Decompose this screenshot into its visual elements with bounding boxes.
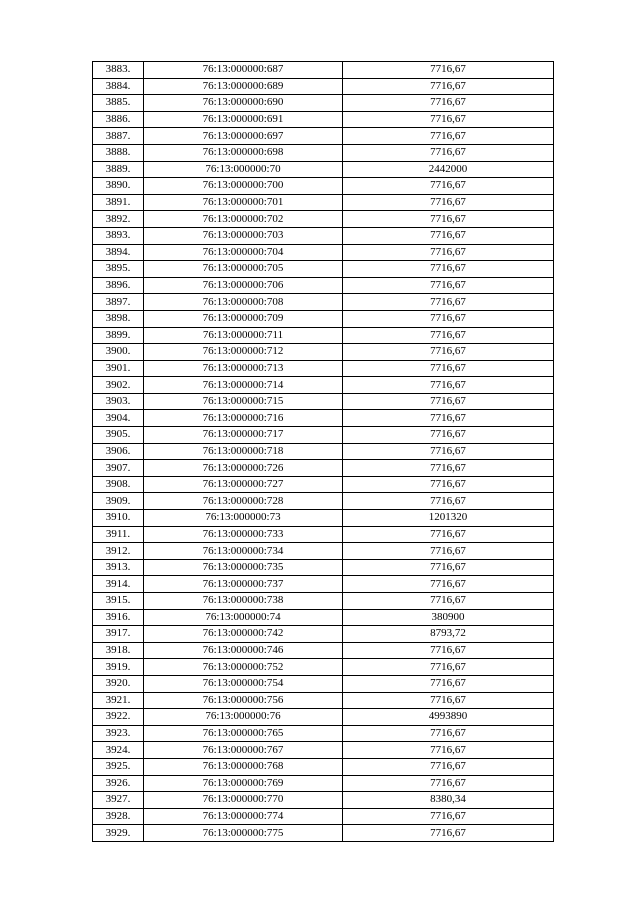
cadastral-number-cell: 76:13:000000:712 <box>144 344 343 361</box>
row-number-cell: 3889. <box>93 161 144 178</box>
cadastral-number-cell: 76:13:000000:717 <box>144 427 343 444</box>
table-row <box>93 825 554 842</box>
cadastral-number-cell: 76:13:000000:691 <box>144 111 343 128</box>
row-number-cell: 3896. <box>93 277 144 294</box>
cadastral-value-cell: 7716,67 <box>343 194 554 211</box>
cadastral-number-cell: 76:13:000000:775 <box>144 825 343 842</box>
cadastral-number-cell: 76:13:000000:765 <box>144 725 343 742</box>
cadastral-value-cell: 2442000 <box>343 161 554 178</box>
table-body <box>93 62 554 842</box>
row-number-cell: 3904. <box>93 410 144 427</box>
cadastral-number-cell: 76:13:000000:689 <box>144 78 343 95</box>
row-number-cell: 3924. <box>93 742 144 759</box>
cadastral-value-cell: 7716,67 <box>343 493 554 510</box>
table-row <box>93 294 554 311</box>
row-number-cell: 3909. <box>93 493 144 510</box>
row-number-cell: 3928. <box>93 808 144 825</box>
table-row <box>93 227 554 244</box>
cadastral-number-cell: 76:13:000000:70 <box>144 161 343 178</box>
cadastral-number-cell: 76:13:000000:698 <box>144 144 343 161</box>
row-number-cell: 3883. <box>93 62 144 79</box>
cadastral-number-cell: 76:13:000000:74 <box>144 609 343 626</box>
cadastral-number-cell: 76:13:000000:774 <box>144 808 343 825</box>
cadastral-value-table <box>92 61 554 842</box>
cadastral-value-cell: 7716,67 <box>343 543 554 560</box>
table-row <box>93 626 554 643</box>
row-number-cell: 3907. <box>93 460 144 477</box>
cadastral-value-cell: 7716,67 <box>343 244 554 261</box>
cadastral-number-cell: 76:13:000000:705 <box>144 261 343 278</box>
cadastral-value-cell: 7716,67 <box>343 410 554 427</box>
row-number-cell: 3903. <box>93 393 144 410</box>
table-row <box>93 543 554 560</box>
cadastral-value-cell: 4993890 <box>343 709 554 726</box>
cadastral-value-cell: 7716,67 <box>343 111 554 128</box>
cadastral-value-cell: 380900 <box>343 609 554 626</box>
row-number-cell: 3917. <box>93 626 144 643</box>
row-number-cell: 3898. <box>93 310 144 327</box>
table-row <box>93 78 554 95</box>
row-number-cell: 3884. <box>93 78 144 95</box>
cadastral-number-cell: 76:13:000000:769 <box>144 775 343 792</box>
row-number-cell: 3910. <box>93 510 144 527</box>
cadastral-value-cell: 7716,67 <box>343 294 554 311</box>
table-row <box>93 675 554 692</box>
table-row <box>93 510 554 527</box>
cadastral-number-cell: 76:13:000000:768 <box>144 758 343 775</box>
table-row <box>93 161 554 178</box>
row-number-cell: 3915. <box>93 593 144 610</box>
table-row <box>93 360 554 377</box>
table-row <box>93 178 554 195</box>
cadastral-number-cell: 76:13:000000:733 <box>144 526 343 543</box>
cadastral-number-cell: 76:13:000000:754 <box>144 675 343 692</box>
cadastral-value-cell: 7716,67 <box>343 593 554 610</box>
table-row <box>93 194 554 211</box>
table-row <box>93 410 554 427</box>
cadastral-number-cell: 76:13:000000:706 <box>144 277 343 294</box>
cadastral-number-cell: 76:13:000000:728 <box>144 493 343 510</box>
row-number-cell: 3911. <box>93 526 144 543</box>
row-number-cell: 3929. <box>93 825 144 842</box>
cadastral-number-cell: 76:13:000000:770 <box>144 792 343 809</box>
cadastral-number-cell: 76:13:000000:746 <box>144 642 343 659</box>
cadastral-value-cell: 7716,67 <box>343 576 554 593</box>
cadastral-value-cell: 7716,67 <box>343 659 554 676</box>
table-row <box>93 692 554 709</box>
row-number-cell: 3919. <box>93 659 144 676</box>
cadastral-value-cell: 7716,67 <box>343 742 554 759</box>
row-number-cell: 3887. <box>93 128 144 145</box>
table-row <box>93 443 554 460</box>
cadastral-number-cell: 76:13:000000:716 <box>144 410 343 427</box>
cadastral-value-cell: 7716,67 <box>343 427 554 444</box>
table-row <box>93 377 554 394</box>
cadastral-number-cell: 76:13:000000:752 <box>144 659 343 676</box>
row-number-cell: 3888. <box>93 144 144 161</box>
table-row <box>93 493 554 510</box>
row-number-cell: 3890. <box>93 178 144 195</box>
row-number-cell: 3894. <box>93 244 144 261</box>
cadastral-value-cell: 8380,34 <box>343 792 554 809</box>
cadastral-number-cell: 76:13:000000:727 <box>144 476 343 493</box>
table-row <box>93 95 554 112</box>
table-row <box>93 476 554 493</box>
cadastral-value-cell: 7716,67 <box>343 327 554 344</box>
cadastral-value-cell: 7716,67 <box>343 825 554 842</box>
cadastral-number-cell: 76:13:000000:714 <box>144 377 343 394</box>
cadastral-value-cell: 7716,67 <box>343 443 554 460</box>
table-row <box>93 576 554 593</box>
cadastral-number-cell: 76:13:000000:701 <box>144 194 343 211</box>
cadastral-value-cell: 7716,67 <box>343 227 554 244</box>
table-row <box>93 709 554 726</box>
row-number-cell: 3897. <box>93 294 144 311</box>
row-number-cell: 3906. <box>93 443 144 460</box>
cadastral-number-cell: 76:13:000000:767 <box>144 742 343 759</box>
row-number-cell: 3921. <box>93 692 144 709</box>
row-number-cell: 3885. <box>93 95 144 112</box>
table-row <box>93 111 554 128</box>
cadastral-number-cell: 76:13:000000:700 <box>144 178 343 195</box>
table-row <box>93 609 554 626</box>
cadastral-value-cell: 7716,67 <box>343 559 554 576</box>
row-number-cell: 3914. <box>93 576 144 593</box>
table-row <box>93 327 554 344</box>
table-row <box>93 261 554 278</box>
table-row <box>93 559 554 576</box>
cadastral-number-cell: 76:13:000000:735 <box>144 559 343 576</box>
cadastral-number-cell: 76:13:000000:734 <box>144 543 343 560</box>
table-row <box>93 393 554 410</box>
cadastral-value-cell: 8793,72 <box>343 626 554 643</box>
cadastral-value-cell: 7716,67 <box>343 95 554 112</box>
table-row <box>93 659 554 676</box>
row-number-cell: 3902. <box>93 377 144 394</box>
row-number-cell: 3918. <box>93 642 144 659</box>
table-row <box>93 808 554 825</box>
table-row <box>93 244 554 261</box>
row-number-cell: 3925. <box>93 758 144 775</box>
cadastral-value-cell: 1201320 <box>343 510 554 527</box>
table-row <box>93 758 554 775</box>
cadastral-value-cell: 7716,67 <box>343 344 554 361</box>
row-number-cell: 3893. <box>93 227 144 244</box>
cadastral-value-cell: 7716,67 <box>343 178 554 195</box>
table-row <box>93 427 554 444</box>
cadastral-value-cell: 7716,67 <box>343 476 554 493</box>
table-row <box>93 62 554 79</box>
cadastral-value-cell: 7716,67 <box>343 692 554 709</box>
row-number-cell: 3908. <box>93 476 144 493</box>
cadastral-value-cell: 7716,67 <box>343 62 554 79</box>
cadastral-value-cell: 7716,67 <box>343 310 554 327</box>
cadastral-number-cell: 76:13:000000:709 <box>144 310 343 327</box>
table-row <box>93 775 554 792</box>
row-number-cell: 3900. <box>93 344 144 361</box>
cadastral-value-cell: 7716,67 <box>343 277 554 294</box>
row-number-cell: 3899. <box>93 327 144 344</box>
cadastral-number-cell: 76:13:000000:726 <box>144 460 343 477</box>
row-number-cell: 3923. <box>93 725 144 742</box>
row-number-cell: 3912. <box>93 543 144 560</box>
cadastral-value-cell: 7716,67 <box>343 144 554 161</box>
cadastral-number-cell: 76:13:000000:704 <box>144 244 343 261</box>
cadastral-number-cell: 76:13:000000:703 <box>144 227 343 244</box>
table-row <box>93 742 554 759</box>
row-number-cell: 3916. <box>93 609 144 626</box>
table-row <box>93 211 554 228</box>
table-row <box>93 593 554 610</box>
cadastral-value-cell: 7716,67 <box>343 261 554 278</box>
cadastral-number-cell: 76:13:000000:715 <box>144 393 343 410</box>
table-row <box>93 344 554 361</box>
cadastral-value-cell: 7716,67 <box>343 211 554 228</box>
cadastral-value-cell: 7716,67 <box>343 758 554 775</box>
cadastral-value-cell: 7716,67 <box>343 377 554 394</box>
row-number-cell: 3913. <box>93 559 144 576</box>
cadastral-number-cell: 76:13:000000:697 <box>144 128 343 145</box>
cadastral-number-cell: 76:13:000000:737 <box>144 576 343 593</box>
row-number-cell: 3901. <box>93 360 144 377</box>
cadastral-value-cell: 7716,67 <box>343 808 554 825</box>
cadastral-value-cell: 7716,67 <box>343 460 554 477</box>
cadastral-value-cell: 7716,67 <box>343 642 554 659</box>
cadastral-number-cell: 76:13:000000:687 <box>144 62 343 79</box>
row-number-cell: 3920. <box>93 675 144 692</box>
cadastral-number-cell: 76:13:000000:713 <box>144 360 343 377</box>
cadastral-value-cell: 7716,67 <box>343 393 554 410</box>
cadastral-value-cell: 7716,67 <box>343 128 554 145</box>
table-row <box>93 526 554 543</box>
cadastral-number-cell: 76:13:000000:76 <box>144 709 343 726</box>
row-number-cell: 3927. <box>93 792 144 809</box>
table-row <box>93 460 554 477</box>
cadastral-number-cell: 76:13:000000:718 <box>144 443 343 460</box>
table-row <box>93 725 554 742</box>
row-number-cell: 3926. <box>93 775 144 792</box>
row-number-cell: 3905. <box>93 427 144 444</box>
cadastral-value-cell: 7716,67 <box>343 526 554 543</box>
cadastral-number-cell: 76:13:000000:738 <box>144 593 343 610</box>
row-number-cell: 3886. <box>93 111 144 128</box>
table-row <box>93 792 554 809</box>
cadastral-number-cell: 76:13:000000:708 <box>144 294 343 311</box>
cadastral-value-cell: 7716,67 <box>343 78 554 95</box>
table-row <box>93 128 554 145</box>
cadastral-number-cell: 76:13:000000:711 <box>144 327 343 344</box>
table-row <box>93 642 554 659</box>
cadastral-number-cell: 76:13:000000:690 <box>144 95 343 112</box>
table-row <box>93 310 554 327</box>
cadastral-value-cell: 7716,67 <box>343 360 554 377</box>
cadastral-value-cell: 7716,67 <box>343 675 554 692</box>
cadastral-value-cell: 7716,67 <box>343 775 554 792</box>
table-row <box>93 144 554 161</box>
cadastral-number-cell: 76:13:000000:756 <box>144 692 343 709</box>
row-number-cell: 3892. <box>93 211 144 228</box>
row-number-cell: 3922. <box>93 709 144 726</box>
cadastral-number-cell: 76:13:000000:73 <box>144 510 343 527</box>
row-number-cell: 3891. <box>93 194 144 211</box>
table-row <box>93 277 554 294</box>
cadastral-number-cell: 76:13:000000:702 <box>144 211 343 228</box>
cadastral-number-cell: 76:13:000000:742 <box>144 626 343 643</box>
row-number-cell: 3895. <box>93 261 144 278</box>
cadastral-value-cell: 7716,67 <box>343 725 554 742</box>
